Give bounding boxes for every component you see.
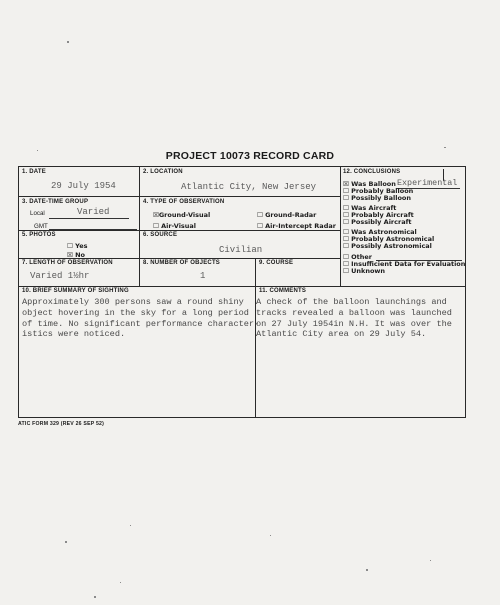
col-divider [139,167,140,286]
local-label: Local [30,210,45,217]
local-value: Varied [77,207,110,217]
row-divider [19,286,465,287]
scan-speck [130,525,131,526]
source-header: 6. SOURCE [143,232,178,238]
num-objects-value: 1 [200,271,206,281]
location-header: 2. LOCATION [143,169,183,175]
conclusion-item[interactable]: ☐ Was Astronomical [343,228,417,236]
scan-speck [94,596,96,598]
comments-text: A check of the balloon launchings and tracks revealed a balloon was launched on 27 July 1954in N.H. It was over the Atlantic City area on 29 July 54. [256,297,452,340]
row-divider [19,196,340,197]
photos-header: 5. PHOTOS [22,232,56,238]
conclusion-item[interactable]: ☐ Probably Balloon [343,187,414,195]
conclusion-balloon-note: Experimental [397,178,458,188]
form-footer: ATIC FORM 329 (REV 26 SEP 52) [18,421,105,427]
date-value: 29 July 1954 [51,181,116,191]
conclusion-item[interactable]: ☐ Unknown [343,267,386,275]
scan-speck [120,582,121,583]
photos-yes[interactable]: ☐ Yes [67,242,88,250]
scan-speck [444,147,446,148]
summary-text: Approximately 300 persons saw a round shiny object hovering in the sky for a long period of time. No significant performance character- istics were noticed. [22,297,260,340]
summary-header: 10. BRIEF SUMMARY OF SIGHTING [22,288,129,294]
opt-air-visual[interactable]: ☐ Air-Visual [153,222,197,230]
conclusion-item[interactable]: ☐ Possibly Balloon [343,194,412,202]
scan-speck [65,541,67,543]
record-card [18,166,466,418]
conclusion-was-balloon[interactable]: ☒ Was Balloon [343,180,396,188]
row-divider [19,230,340,231]
type-obs-header: 4. TYPE OF OBSERVATION [143,199,225,205]
scan-speck [270,535,271,536]
course-header: 9. COURSE [259,260,294,266]
source-value: Civilian [219,245,263,255]
datetime-header: 3. DATE-TIME GROUP [22,199,89,205]
col-divider [340,167,341,287]
length-value: Varied 1½hr [30,271,90,281]
conclusion-item[interactable]: ☐ Probably Aircraft [343,211,414,219]
conclusion-item[interactable]: ☐ Was Aircraft [343,204,397,212]
conclusion-item[interactable]: ☐ Other [343,253,372,261]
opt-ground-visual[interactable]: ☒Ground-Visual [153,211,211,219]
conclusions-header: 12. CONCLUSIONS [343,169,401,175]
length-header: 7. LENGTH OF OBSERVATION [22,260,113,266]
scan-speck [430,560,431,561]
photos-no[interactable]: ☒ No [67,251,85,259]
local-underline [49,218,129,219]
card-title: PROJECT 10073 RECORD CARD [165,150,335,162]
date-header: 1. DATE [22,169,46,175]
scan-speck [366,569,368,571]
comments-header: 11. COMMENTS [259,288,307,294]
location-value: Atlantic City, New Jersey [181,182,317,192]
conclusion-item[interactable]: ☐ Insufficient Data for Evaluation [343,260,466,268]
conclusion-item[interactable]: ☐ Possibly Aircraft [343,218,412,226]
conclusion-item[interactable]: ☐ Possibly Astronomical [343,242,432,250]
conclusion-item[interactable]: ☐ Probably Astronomical [343,235,435,243]
scan-speck [67,41,69,43]
gmt-underline [49,229,137,230]
num-objects-header: 8. NUMBER OF OBJECTS [143,260,221,266]
opt-air-intercept-radar[interactable]: ☐ Air-Intercept Radar [257,222,336,230]
gmt-label: GMT [34,223,48,230]
opt-ground-radar[interactable]: ☐ Ground-Radar [257,211,317,219]
